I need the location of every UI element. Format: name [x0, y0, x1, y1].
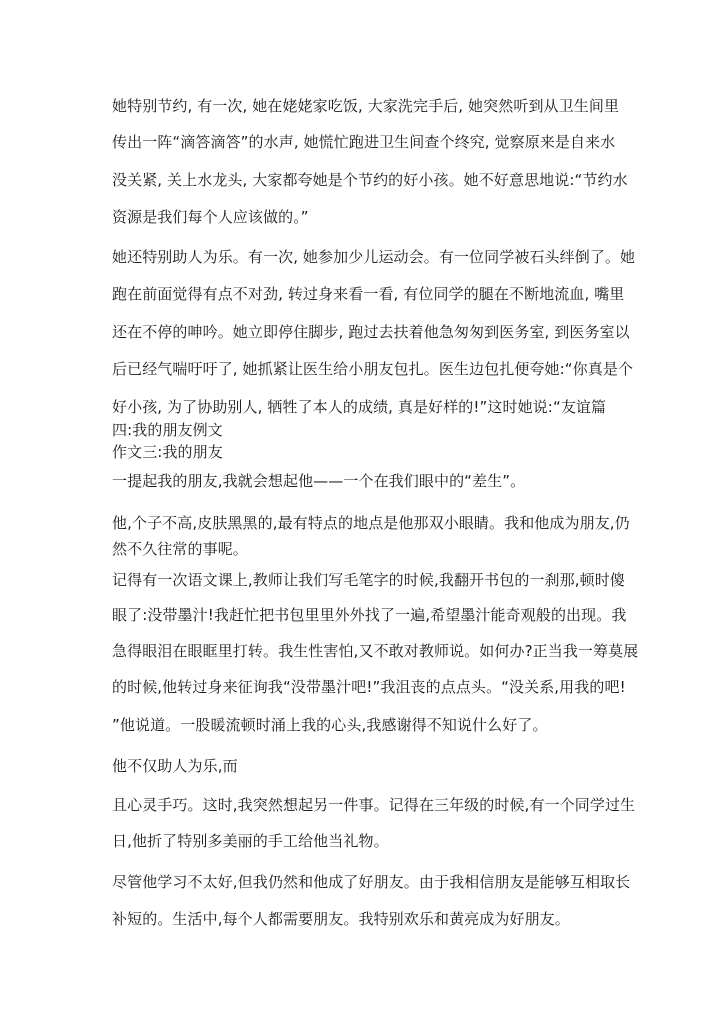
text-line: 跑在前面觉得有点不对劲, 转过身来看一看, 有位同学的腿在不断地流血, 嘴里: [112, 285, 625, 303]
text-line: 补短的。生活中,每个人都需要朋友。我特别欢乐和黄亮成为好朋友。: [112, 910, 570, 928]
text-line: 四:我的朋友例文: [112, 421, 223, 439]
text-line: ”他说道。一股暖流顿时涌上我的心头,我感谢得不知说什么好了。: [112, 716, 548, 734]
text-line: 传出一阵“滴答滴答”的水声, 她慌忙跑进卫生间查个终究, 觉察原来是自来水: [112, 133, 616, 151]
text-line: 眼了:没带墨汁!我赶忙把书包里里外外找了一遍,希望墨汁能奇观般的出现。我: [112, 606, 627, 624]
text-line: 她特别节约, 有一次, 她在姥姥家吃饭, 大家洗完手后, 她突然听到从卫生间里: [112, 97, 620, 115]
text-line: 好小孩, 为了协助别人, 牺牲了本人的成绩, 真是好样的!”这时她说:“友谊篇: [112, 398, 607, 416]
text-line: 然不久往常的事呢。: [112, 540, 248, 558]
text-line: 资源是我们每个人应该做的。”: [112, 208, 309, 226]
text-line: 日,他折了特别多美丽的手工给他当礼物。: [112, 832, 389, 850]
text-line: 作文三:我的朋友: [112, 443, 223, 461]
text-line: 后已经气喘吁吁了, 她抓紧让医生给小朋友包扎。医生边包扎便夸她:“你真是个: [112, 360, 634, 378]
text-line: 急得眼泪在眼眶里打转。我生性害怕,又不敢对教师说。如何办?正当我一筹莫展: [112, 642, 639, 660]
text-line: 还在不停的呻吟。她立即停住脚步, 跑过去扶着他急匆匆到医务室, 到医务室以: [112, 323, 630, 341]
text-line: 他不仅助人为乐,而: [112, 757, 238, 775]
text-line: 她还特别助人为乐。有一次, 她参加少儿运动会。有一位同学被石头绊倒了。她: [112, 248, 636, 266]
text-line: 一提起我的朋友,我就会想起他——一个在我们眼中的“差生”。: [112, 472, 526, 490]
text-line: 的时候,他转过身来征询我“没带墨汁吧!”我沮丧的点点头。“没关系,用我的吧!: [112, 678, 626, 696]
text-line: 尽管他学习不太好,但我仍然和他成了好朋友。由于我相信朋友是能够互相取长: [112, 873, 631, 891]
text-line: 没关紧, 关上水龙头, 大家都夸她是个节约的好小孩。她不好意思地说:“节约水: [112, 171, 628, 189]
text-line: 且心灵手巧。这时,我突然想起另一件事。记得在三年级的时候,有一个同学过生: [112, 796, 636, 814]
text-line: 他,个子不高,皮肤黑黑的,最有特点的地点是他那双小眼睛。我和他成为朋友,仍: [112, 514, 630, 532]
text-line: 记得有一次语文课上,教师让我们写毛笔字的时候,我翻开书包的一刹那,顿时傻: [112, 571, 625, 589]
